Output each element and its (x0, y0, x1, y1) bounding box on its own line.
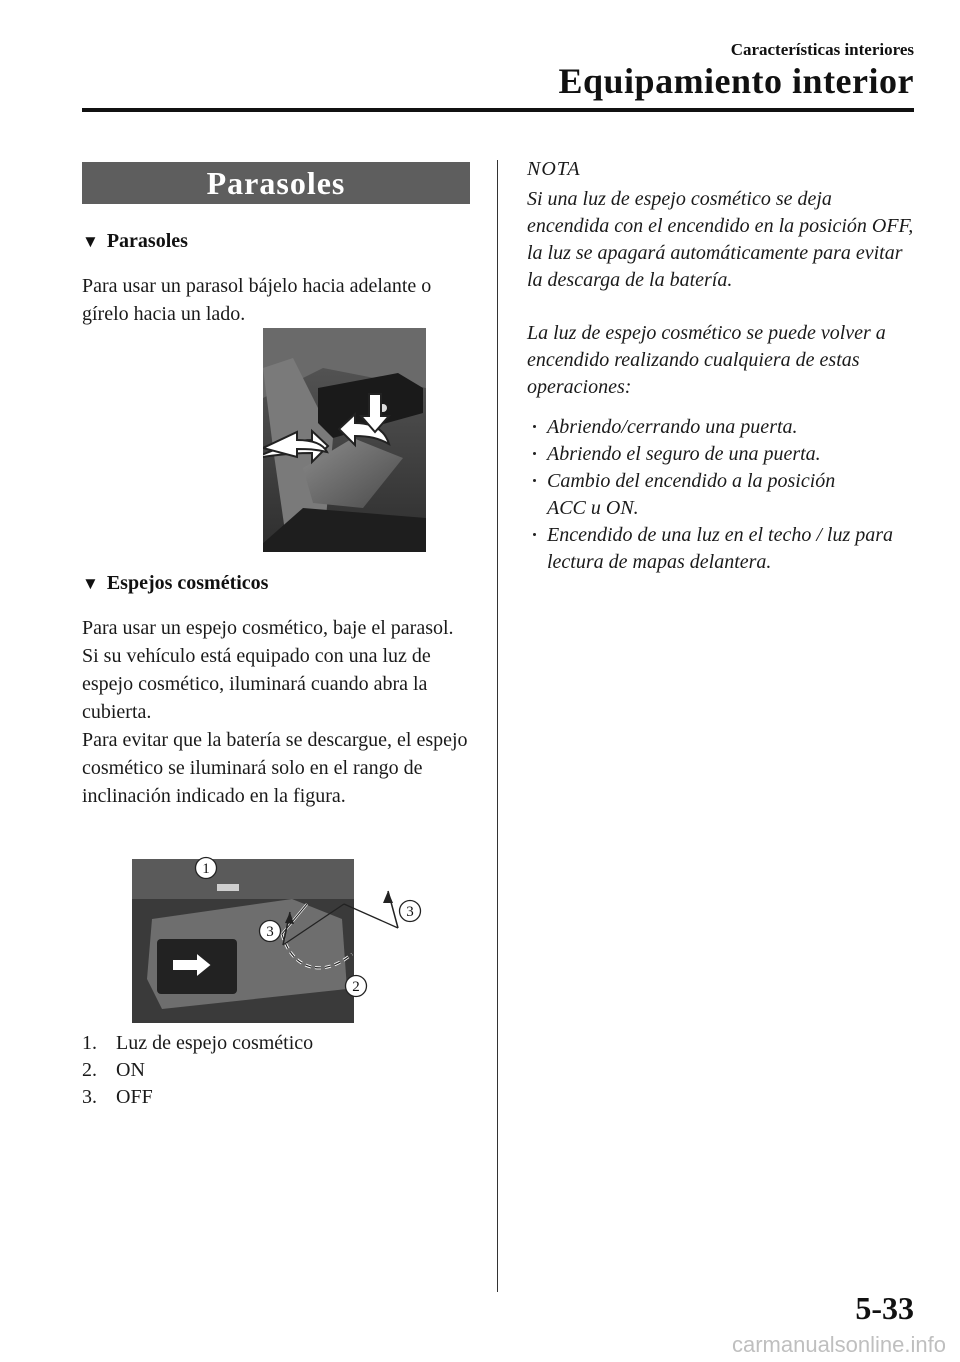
list-item-text: Encendido de una luz en el techo / luz para lectura de mapas delantera. (547, 524, 894, 573)
list-item (527, 414, 907, 441)
triangle-down-icon: ▼ (82, 574, 99, 593)
callout-3-right-label: 3 (406, 904, 414, 920)
page-number: 5-33 (855, 1290, 914, 1326)
legend-text: ON (116, 1059, 145, 1081)
vanity-mirror-figure (132, 859, 354, 1023)
note-label: NOTA (527, 158, 581, 180)
triangle-down-icon: ▼ (82, 232, 99, 251)
legend-num: 1. (82, 1032, 97, 1054)
bullet-icon (533, 425, 536, 428)
bullet-icon (533, 479, 536, 482)
bullet-icon (533, 533, 536, 536)
subheading-parasoles (82, 230, 188, 253)
parasoles-text: Para usar un parasol bájelo hacia adelante o gírelo hacia un lado. (82, 275, 432, 325)
note-p2: La luz de espejo cosmético se puede volver a encendido realizando cualquiera de estas operaciones: (527, 322, 886, 398)
note-paragraph-2 (527, 320, 922, 401)
note-p1: Si una luz de espejo cosmético se deja encendida con el encendido en la posición OFF, la luz se apagará automáticamente para evitar la descarga de la batería. (527, 188, 914, 291)
legend-num: 2. (82, 1059, 97, 1081)
legend-num: 3. (82, 1086, 97, 1108)
callout-1 (194, 856, 218, 885)
legend-item (82, 1030, 313, 1057)
section-title-bar: Parasoles (82, 162, 470, 204)
header-section-label: Características interiores (730, 40, 914, 59)
header-title: Equipamiento interior (558, 61, 914, 101)
callout-1-label: 1 (202, 861, 210, 877)
header-rule (82, 108, 914, 112)
watermark: carmanualsonline.info (731, 1332, 946, 1357)
espejos-p2: Si su vehículo está equipado con una luz de espejo cosmético, iluminará cuando abra la cubierta. (82, 645, 431, 723)
list-item (527, 522, 907, 576)
column-divider (497, 160, 498, 1292)
callout-2-label: 2 (352, 979, 360, 995)
espejos-p1: Para usar un espejo cosmético, baje el parasol. (82, 617, 454, 639)
subheading-parasoles-text: Parasoles (106, 230, 188, 252)
espejos-p3: Para evitar que la batería se descargue, el espejo cosmético se iluminará solo en el rango de inclinación indicado en la figura. (82, 729, 468, 807)
callout-3-left (258, 919, 282, 948)
sunvisor-figure (263, 328, 426, 552)
legend-item (82, 1084, 313, 1111)
callout-2 (344, 974, 368, 1003)
bullet-icon (533, 452, 536, 455)
figure-legend (82, 1030, 313, 1111)
legend-text: OFF (116, 1086, 153, 1108)
note-bullet-list (527, 414, 907, 576)
list-item-text: Abriendo/cerrando una puerta. (547, 416, 798, 438)
parasoles-paragraph (82, 272, 472, 328)
legend-item (82, 1057, 313, 1084)
list-item (527, 441, 907, 468)
subheading-espejos-text: Espejos cosméticos (106, 572, 269, 594)
subheading-espejos (82, 572, 268, 595)
list-item (527, 468, 907, 522)
legend-text: Luz de espejo cosmético (116, 1032, 314, 1054)
callout-3-right (398, 899, 422, 928)
callout-3-left-label: 3 (266, 924, 274, 940)
note-paragraph-1 (527, 186, 917, 294)
list-item-text: Cambio del encendido a la posición ACC u ON. (547, 470, 836, 519)
espejos-paragraphs (82, 614, 474, 810)
list-item-text: Abriendo el seguro de una puerta. (547, 443, 821, 465)
